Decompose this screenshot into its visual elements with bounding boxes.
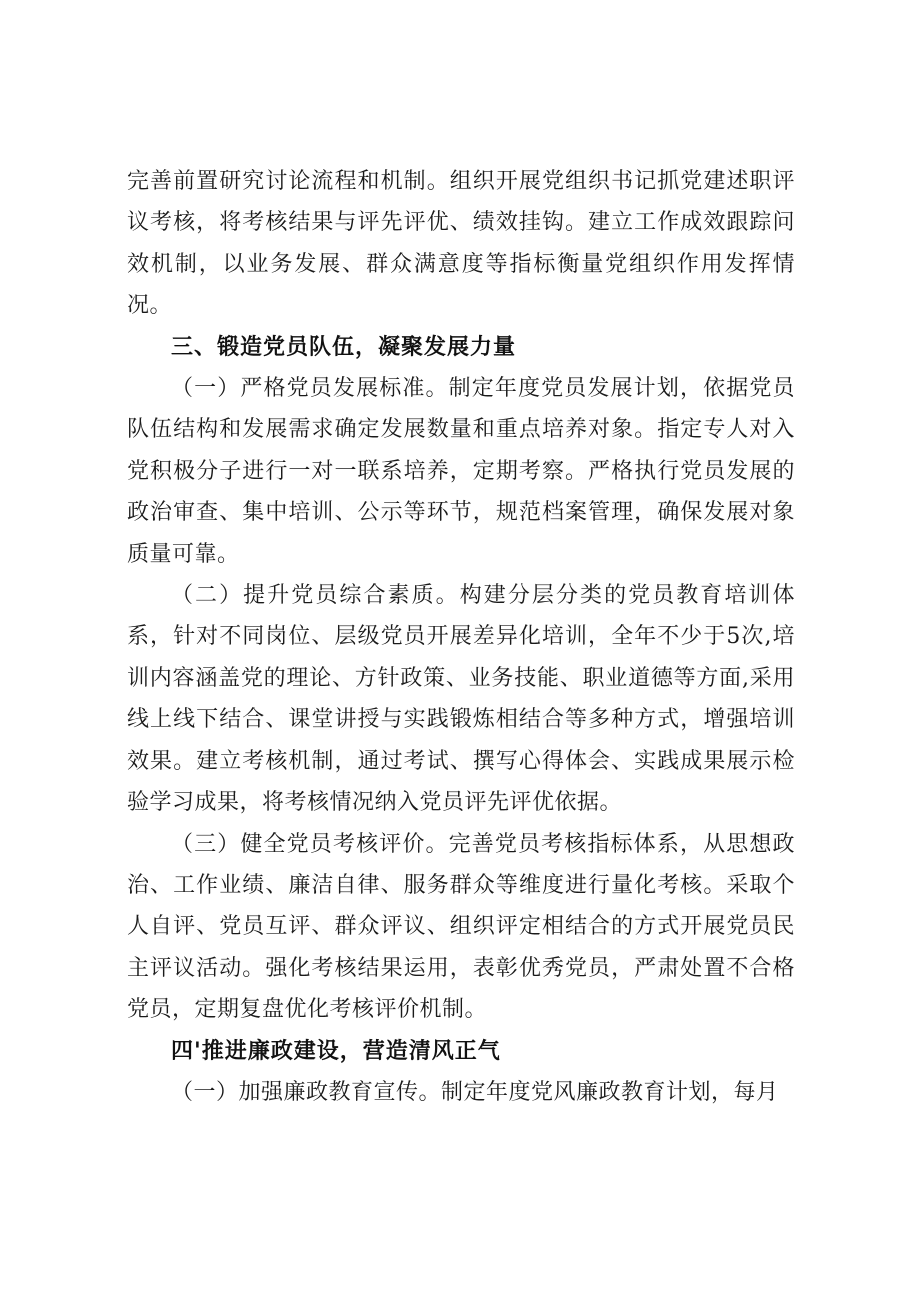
- document-body: [127, 161, 795, 1113]
- section-3-item-3: （三）健全党员考核评价。完善党员考核指标体系，从思想政治、工作业绩、廉洁自律、服务群众等维度进行量化考核。采取个人自评、党员互评、群众评议、组织评定相结合的方式开展党员民主评议活动。强化考核结果运用，表彰优秀党员，严肃处置不合格党员，定期复盘优化考核评价机制。: [127, 831, 795, 1023]
- section-4-item-1: （一）加强廉政教育宣传。制定年度党风廉政教育计划，每月: [171, 1079, 779, 1105]
- continuation-paragraph: 完善前置研究讨论流程和机制。组织开展党组织书记抓党建述职评议考核，将考核结果与评先评优、绩效挂钩。建立工作成效跟踪问效机制，以业务发展、群众满意度等指标衡量党组织作用发挥情况。: [127, 169, 795, 319]
- section-3-item-2: （二）提升党员综合素质。构建分层分类的党员教育培训体系，针对不同岗位、层级党员开展差异化培训，全年不少于5次,培训内容涵盖党的理论、方针政策、业务技能、职业道德等方面,采用线上线下结合、课堂讲授与实践锻炼相结合等多种方式，增强培训效果。建立考核机制，通过考试、撰写心得体会、实践成果展示检验学习成果，将考核情况纳入党员评先评优依据。: [127, 583, 795, 816]
- section-4-heading: 四'推进廉政建设，营造清风正气: [171, 1038, 501, 1064]
- section-3-heading: 三、锻造党员队伍，凝聚发展力量: [171, 334, 517, 360]
- section-3-item-1: （一）严格党员发展标准。制定年度党员发展计划，依据党员队伍结构和发展需求确定发展数量和重点培养对象。指定专人对入党积极分子进行一对一联系培养，定期考察。严格执行党员发展的政治审查、集中培训、公示等环节，规范档案管理，确保发展对象质量可靠。: [127, 376, 795, 567]
